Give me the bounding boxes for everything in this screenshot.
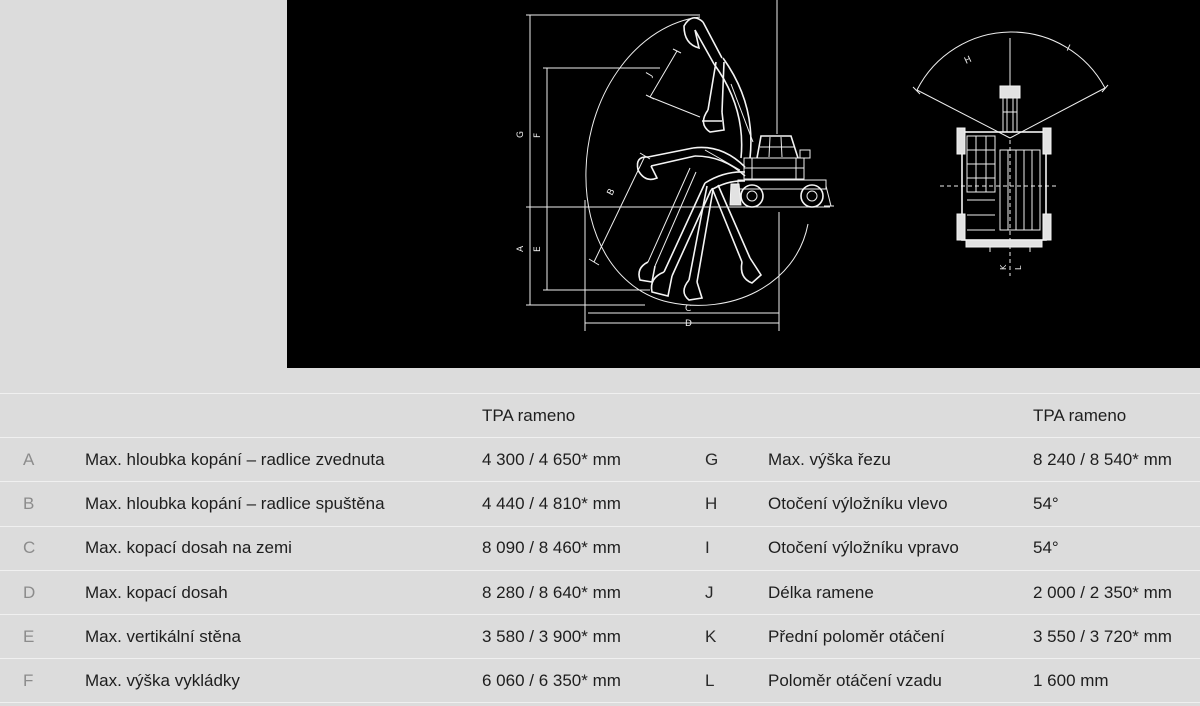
label-j: J <box>644 71 655 79</box>
arm-folded <box>708 62 724 112</box>
dimension-line-b <box>589 153 650 265</box>
table-row <box>0 481 1200 525</box>
row-label-right: Otočení výložníku vlevo <box>768 493 948 513</box>
bucket-down-right <box>741 258 761 283</box>
arm-down-center <box>689 186 713 282</box>
row-code-left: B <box>23 493 35 513</box>
top-view-engine-cover <box>1000 150 1040 230</box>
label-g: G <box>516 131 526 138</box>
header-right-value: TPA rameno <box>1033 405 1127 425</box>
table-row <box>0 614 1200 658</box>
row-label-left: Max. kopací dosah <box>85 582 228 602</box>
row-value-left: 8 090 / 8 460* mm <box>482 538 621 558</box>
arm-up <box>695 22 722 64</box>
row-value-right: 3 550 / 3 720* mm <box>1033 626 1172 646</box>
table-row <box>0 437 1200 481</box>
row-label-left: Max. hloubka kopání – radlice spuštěna <box>85 493 385 513</box>
row-label-right: Přední poloměr otáčení <box>768 626 945 646</box>
row-label-left: Max. hloubka kopání – radlice zvednuta <box>85 449 385 469</box>
dimension-line-f-e <box>543 68 551 290</box>
bucket-horizontal <box>637 157 657 179</box>
table-header-row <box>0 393 1200 437</box>
row-label-right: Max. výška řezu <box>768 449 891 469</box>
label-h: H <box>963 54 974 67</box>
diagram-svg <box>287 0 1200 368</box>
row-label-left: Max. vertikální stěna <box>85 626 241 646</box>
row-label-right: Otočení výložníku vpravo <box>768 538 959 558</box>
boom-arm-positions <box>637 18 761 300</box>
top-view-wheel-fl <box>957 128 965 154</box>
top-view-centerline-dashed <box>940 140 1056 276</box>
label-b: B <box>605 187 618 198</box>
label-l: L <box>1014 265 1023 270</box>
row-code-right: K <box>705 626 717 646</box>
excavator-top-view <box>913 32 1108 276</box>
boom-horizontal-cylinder <box>705 150 740 170</box>
dimension-line-c-d <box>585 313 779 323</box>
dozer-blade <box>730 184 741 205</box>
row-value-left: 4 300 / 4 650* mm <box>482 449 621 469</box>
row-code-right: H <box>705 493 718 513</box>
row-code-right: L <box>705 670 715 690</box>
row-value-right: 1 600 mm <box>1033 670 1109 690</box>
top-view-wheel-fr <box>1043 128 1051 154</box>
top-view-wheel-rr <box>1043 214 1051 240</box>
rear-wheel <box>801 185 823 207</box>
table-row <box>0 570 1200 614</box>
top-view-blade <box>966 240 1042 247</box>
row-label-right: Délka ramene <box>768 582 874 602</box>
bucket-down-left <box>652 272 673 296</box>
boom-raised <box>714 58 751 158</box>
dimension-line-j <box>646 49 700 117</box>
row-code-left: E <box>23 626 35 646</box>
side-view-dimension-lines <box>526 0 830 331</box>
top-view-boom <box>1003 98 1017 132</box>
label-c: C <box>685 304 692 314</box>
swing-arc <box>917 32 1105 90</box>
specification-table <box>0 393 1200 703</box>
top-view-boom-detail <box>1003 98 1017 132</box>
row-value-left: 3 580 / 3 900* mm <box>482 626 621 646</box>
bucket-down-center <box>684 280 702 300</box>
top-view-wheel-rl <box>957 214 965 240</box>
row-value-right: 54° <box>1033 538 1059 558</box>
table-row <box>0 526 1200 570</box>
row-code-left: D <box>23 582 36 602</box>
digging-envelope-arc <box>586 17 808 305</box>
front-wheel <box>741 185 763 207</box>
row-value-left: 8 280 / 8 640* mm <box>482 582 621 602</box>
bucket-folded <box>702 110 724 132</box>
front-wheel-hub <box>747 191 757 201</box>
row-label-left: Max. kopací dosah na zemi <box>85 538 292 558</box>
row-code-right: G <box>705 449 719 469</box>
dimension-line-g-a <box>526 15 534 305</box>
table-row <box>0 658 1200 702</box>
label-a: A <box>516 245 526 252</box>
cab-windows <box>760 137 794 157</box>
bucket-diagonal <box>639 262 655 282</box>
row-code-left: F <box>23 670 34 690</box>
row-value-right: 2 000 / 2 350* mm <box>1033 582 1172 602</box>
label-d: D <box>685 319 692 329</box>
counterweight <box>800 150 810 158</box>
arm-horizontal <box>648 148 695 166</box>
row-code-right: I <box>705 538 710 558</box>
row-value-left: 6 060 / 6 350* mm <box>482 670 621 690</box>
row-value-right: 54° <box>1033 493 1059 513</box>
label-k: K <box>999 264 1008 270</box>
row-label-right: Poloměr otáčení vzadu <box>768 670 942 690</box>
row-label-left: Max. výška vykládky <box>85 670 240 690</box>
upper-structure-detail <box>744 158 804 179</box>
label-i: I <box>1064 43 1072 54</box>
label-f: F <box>533 132 543 138</box>
row-code-left: C <box>23 538 36 558</box>
row-value-left: 4 440 / 4 810* mm <box>482 493 621 513</box>
row-code-left: A <box>23 449 35 469</box>
row-code-right: J <box>705 582 714 602</box>
top-view-cab-grid <box>967 136 995 192</box>
top-view-bucket <box>1000 86 1020 98</box>
label-e: E <box>533 246 543 252</box>
rear-wheel-hub <box>807 191 817 201</box>
bucket-top <box>684 18 703 48</box>
header-left-value: TPA rameno <box>482 405 576 425</box>
excavator-side-view <box>730 136 834 207</box>
row-value-right: 8 240 / 8 540* mm <box>1033 449 1172 469</box>
working-range-diagram <box>287 0 1200 368</box>
